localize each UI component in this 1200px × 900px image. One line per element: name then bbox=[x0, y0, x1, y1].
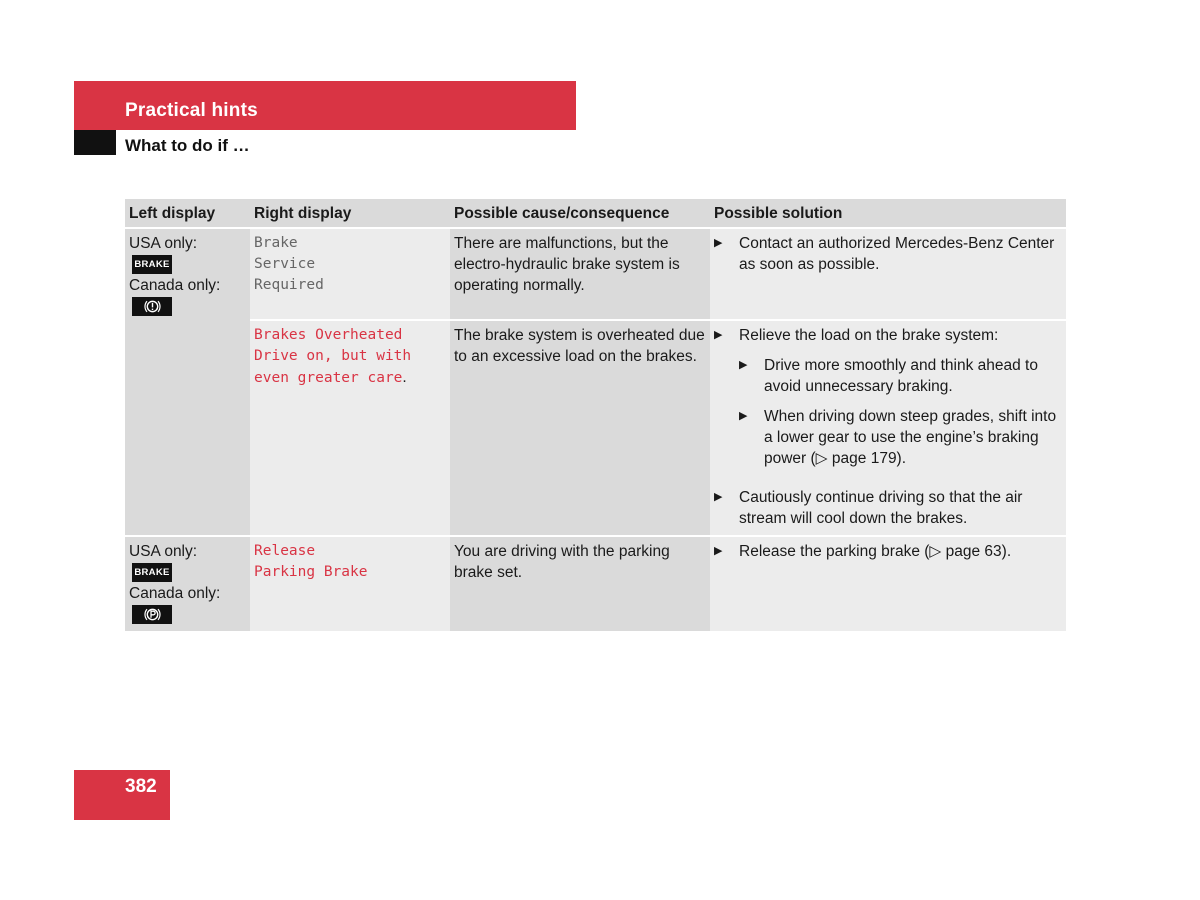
table-row bbox=[125, 228, 1066, 320]
bullet-arrow-icon: ▶ bbox=[714, 237, 723, 249]
table-row bbox=[125, 536, 1066, 632]
display-message-line: Brake bbox=[254, 235, 298, 251]
section-title: Practical hints bbox=[125, 100, 258, 121]
table-row bbox=[125, 320, 1066, 536]
right-display-cell bbox=[250, 536, 450, 632]
solution-text: Relieve the load on the brake system: bbox=[739, 327, 999, 344]
display-message-line: Parking Brake bbox=[254, 564, 368, 580]
bullet-arrow-icon: ▶ bbox=[714, 491, 723, 503]
section-marker-tab bbox=[74, 130, 116, 155]
usa-only-label: USA only: bbox=[129, 235, 198, 252]
usa-only-label: USA only: bbox=[129, 543, 198, 560]
table-header-row bbox=[125, 199, 1066, 228]
solution-bullet bbox=[714, 487, 1062, 529]
cause-cell: The brake system is overheated due to an excessive load on the brakes. bbox=[450, 320, 710, 536]
display-message-line: Drive on, but with bbox=[254, 348, 412, 364]
canada-only-label: Canada only: bbox=[129, 277, 221, 294]
sub-solution-list bbox=[739, 355, 1062, 469]
solution-text: Release the parking brake (▷ page 63). bbox=[739, 543, 1012, 560]
page-number-box bbox=[74, 770, 170, 820]
display-message-line: Release bbox=[254, 543, 316, 559]
right-display-cell bbox=[250, 320, 450, 536]
brake-warning-exclamation-icon bbox=[132, 297, 172, 316]
solution-cell bbox=[710, 228, 1066, 320]
solution-cell bbox=[710, 536, 1066, 632]
cause-cell: You are driving with the parking brake set. bbox=[450, 536, 710, 632]
display-message-line: Service bbox=[254, 256, 316, 272]
brake-indicator-badge: BRAKE bbox=[132, 255, 172, 274]
column-header-right-display: Right display bbox=[250, 199, 450, 228]
bullet-arrow-icon: ▶ bbox=[739, 359, 748, 371]
section-header-bar bbox=[74, 81, 576, 130]
display-messages-table bbox=[125, 199, 1066, 633]
display-message-line: even greater care bbox=[254, 370, 403, 386]
solution-cell bbox=[710, 320, 1066, 536]
column-header-solution: Possible solution bbox=[710, 199, 1066, 228]
left-display-cell bbox=[125, 536, 250, 632]
page-subtitle: What to do if … bbox=[125, 136, 250, 155]
solution-text: Cautiously continue driving so that the air stream will cool down the brakes. bbox=[739, 489, 1023, 527]
bullet-arrow-icon: ▶ bbox=[714, 545, 723, 557]
left-display-cell bbox=[125, 228, 250, 536]
sub-solution-text: Drive more smoothly and think ahead to avoid unnecessary braking. bbox=[764, 357, 1038, 395]
solution-bullet bbox=[714, 541, 1062, 562]
column-header-left-display: Left display bbox=[125, 199, 250, 228]
parking-brake-p-icon bbox=[132, 605, 172, 624]
page-number: 382 bbox=[125, 776, 157, 797]
right-display-cell bbox=[250, 228, 450, 320]
bullet-arrow-icon: ▶ bbox=[739, 410, 748, 422]
solution-bullet bbox=[714, 325, 1062, 478]
bullet-arrow-icon: ▶ bbox=[714, 329, 723, 341]
sub-solution-text: When driving down steep grades, shift into a lower gear to use the engine’s braking power (▷ page 179). bbox=[764, 408, 1057, 467]
solution-bullet bbox=[714, 233, 1062, 275]
sub-solution-bullet bbox=[739, 355, 1062, 397]
cause-cell: There are malfunctions, but the electro-hydraulic brake system is operating normally. bbox=[450, 228, 710, 320]
sub-solution-bullet bbox=[739, 406, 1062, 469]
canada-only-label: Canada only: bbox=[129, 585, 221, 602]
display-message-line: Required bbox=[254, 277, 324, 293]
trailing-period: . bbox=[402, 369, 407, 386]
column-header-cause: Possible cause/consequence bbox=[450, 199, 710, 228]
display-message-line: Brakes Overheated bbox=[254, 327, 403, 343]
solution-text: Contact an authorized Mercedes-Benz Center as soon as possible. bbox=[739, 235, 1055, 273]
brake-indicator-badge: BRAKE bbox=[132, 563, 172, 582]
